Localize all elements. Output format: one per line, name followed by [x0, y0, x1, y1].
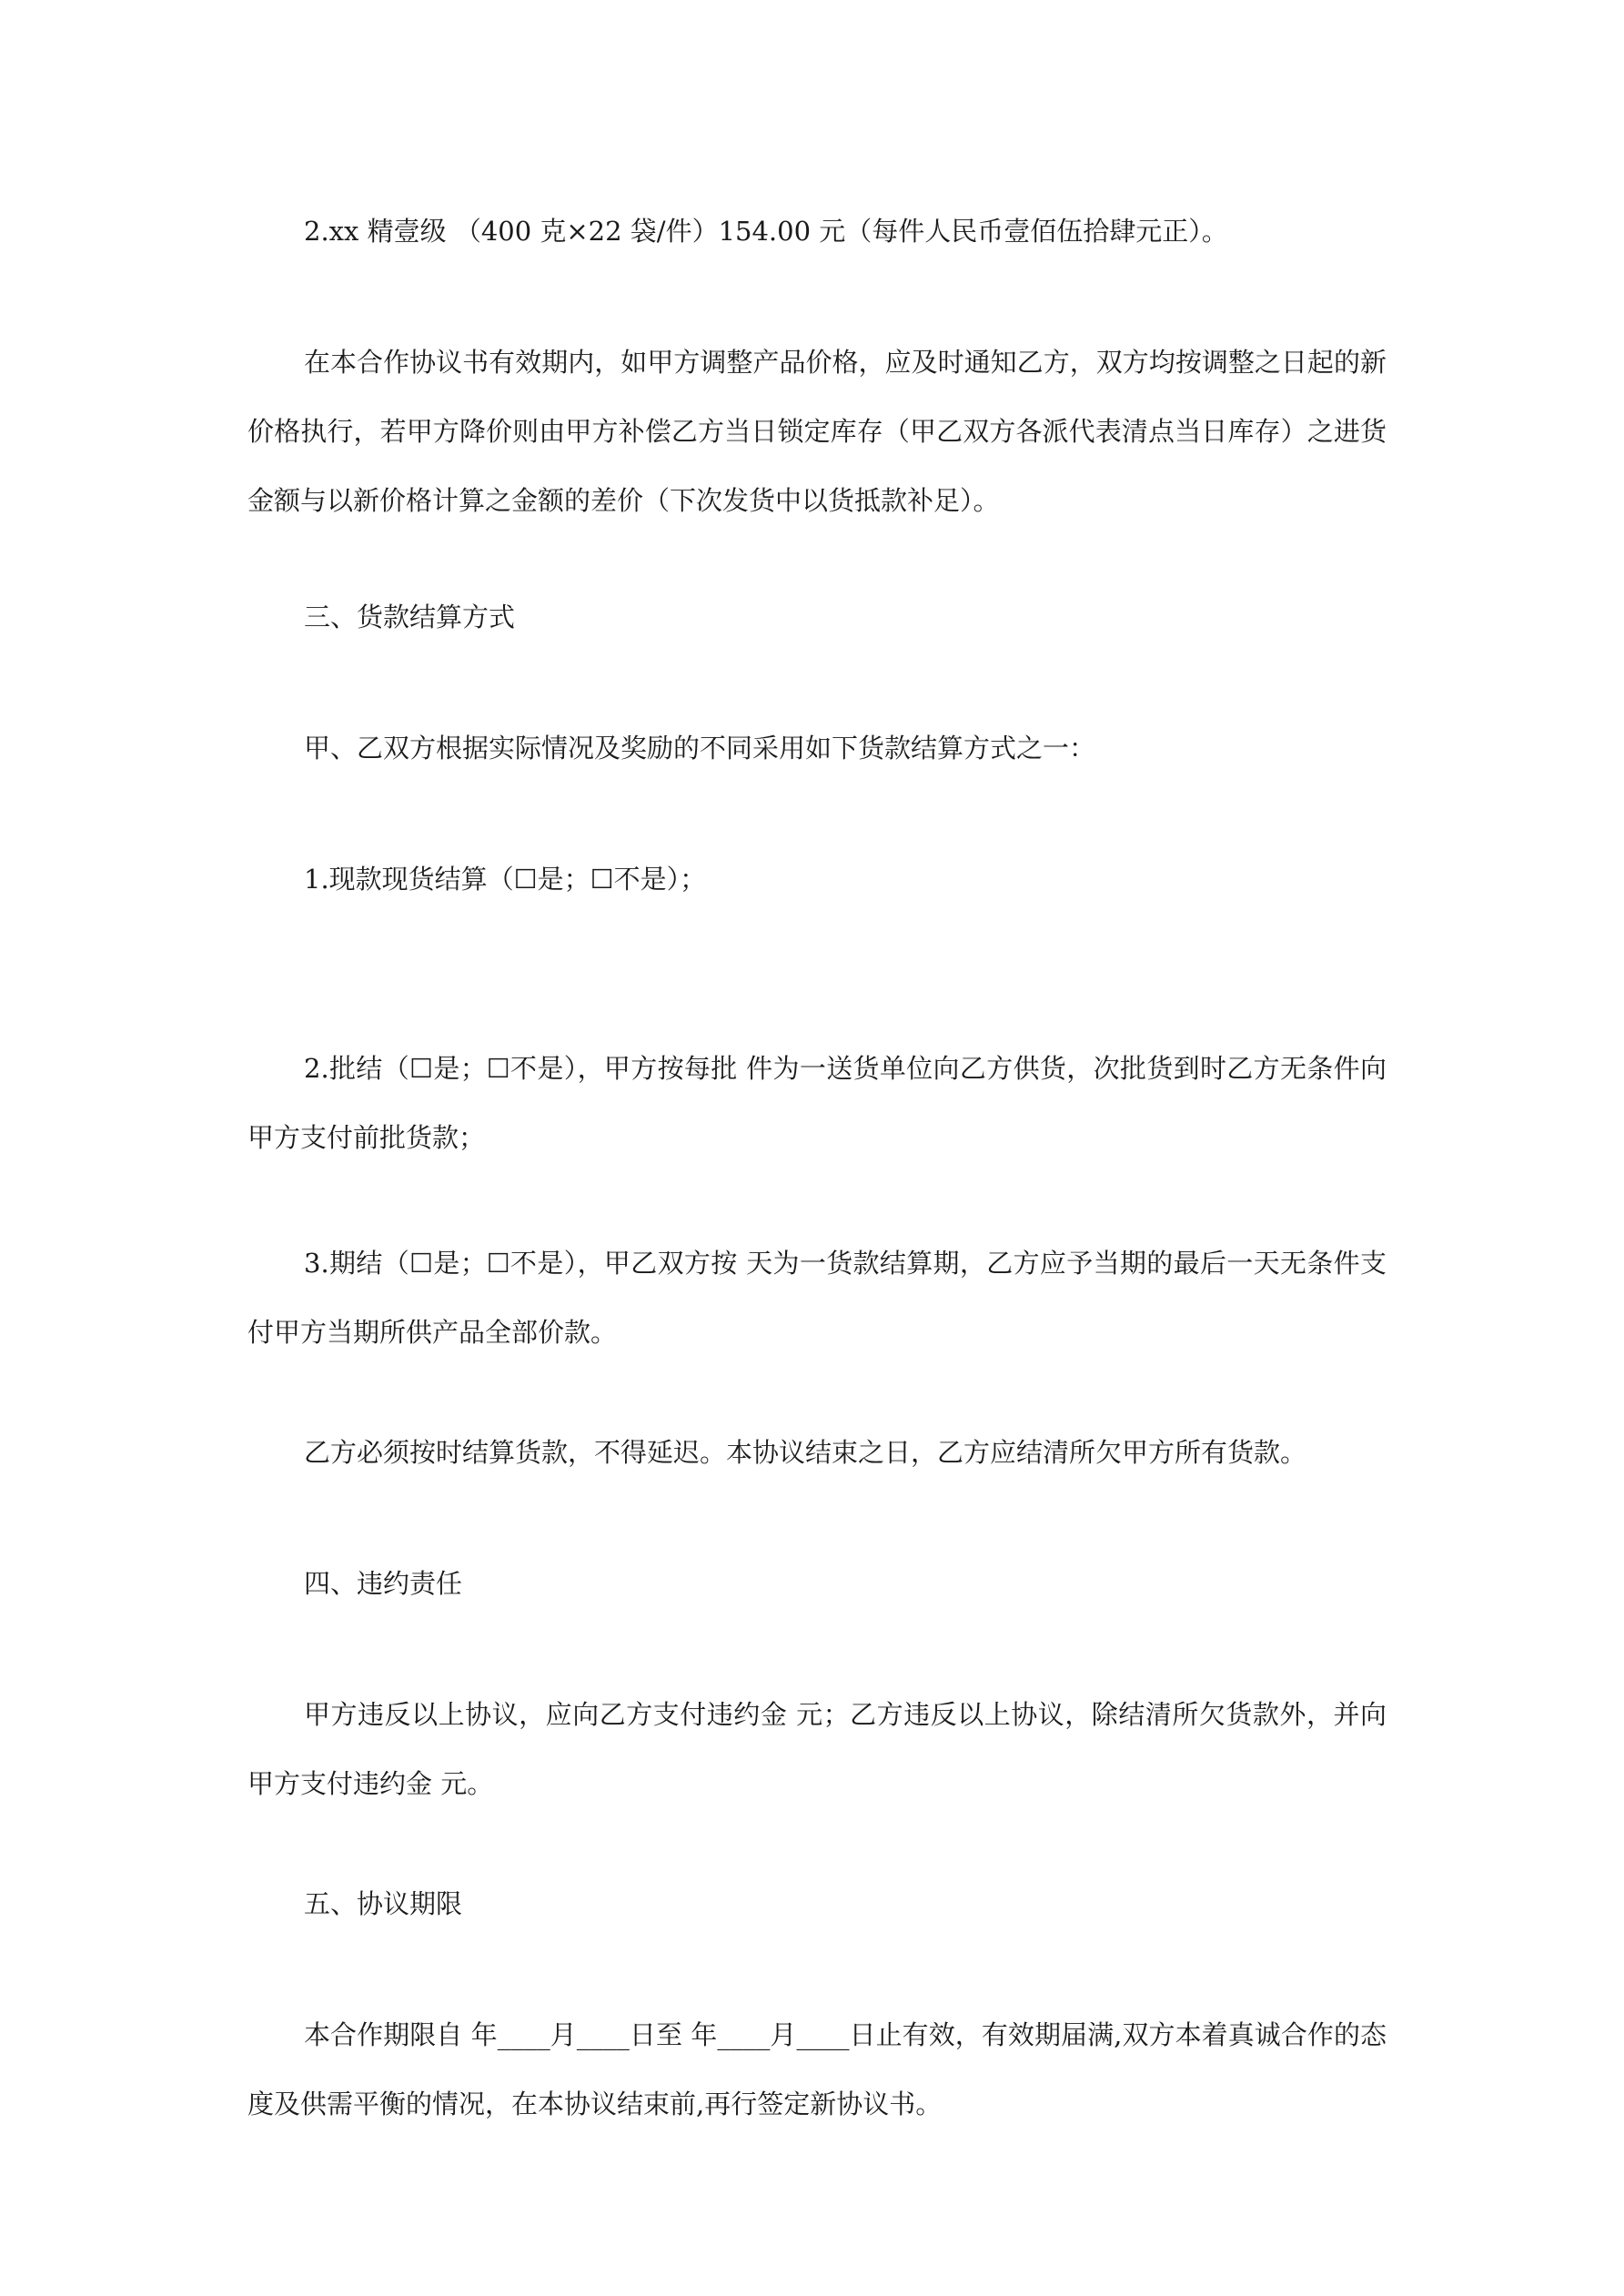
agreement-term-paragraph: 本合作期限自 年____月____日至 年____月____日止有效，有效期届满,双方本着真诚合作的态度及供需平衡的情况，在本协议结束前,再行签定新协议书。: [247, 2019, 1387, 2119]
payment-methods-intro: 甲、乙双方根据实际情况及奖励的不同采用如下货款结算方式之一：: [304, 733, 1096, 764]
price-item-2: 2.xx 精壹级 （400 克×22 袋/件）154.00 元（每件人民币壹佰伍拾肆元正）。: [304, 216, 1228, 247]
section-heading-agreement-term: 五、协议期限: [304, 1888, 463, 1919]
section-heading-payment-settlement: 三、货款结算方式: [304, 602, 516, 632]
payment-deadline-paragraph: 乙方必须按时结算货款，不得延迟。本协议结束之日，乙方应结清所欠甲方所有货款。: [304, 1437, 1307, 1468]
price-adjustment-paragraph: 在本合作协议书有效期内，如甲方调整产品价格，应及时通知乙方，双方均按调整之日起的新价格执行，若甲方降价则由甲方补偿乙方当日锁定库存（甲乙双方各派代表清点当日库存）之进货金额与以新价格计算之金额的差价（下次发货中以货抵款补足）。: [247, 347, 1387, 516]
payment-method-batch: 2.批结（☐是；☐不是），甲方按每批 件为一送货单位向乙方供货，次批货到时乙方无条件向甲方支付前批货款；: [247, 1053, 1387, 1153]
payment-method-period: 3.期结（☐是；☐不是），甲乙双方按 天为一货款结算期，乙方应予当期的最后一天无条件支付甲方当期所供产品全部价款。: [247, 1248, 1387, 1348]
payment-method-cash: 1.现款现货结算（☐是；☐不是）；: [304, 864, 707, 895]
breach-liability-paragraph: 甲方违反以上协议，应向乙方支付违约金 元；乙方违反以上协议，除结清所欠货款外，并向甲方支付违约金 元。: [247, 1699, 1387, 1799]
section-heading-breach-liability: 四、违约责任: [304, 1568, 463, 1599]
